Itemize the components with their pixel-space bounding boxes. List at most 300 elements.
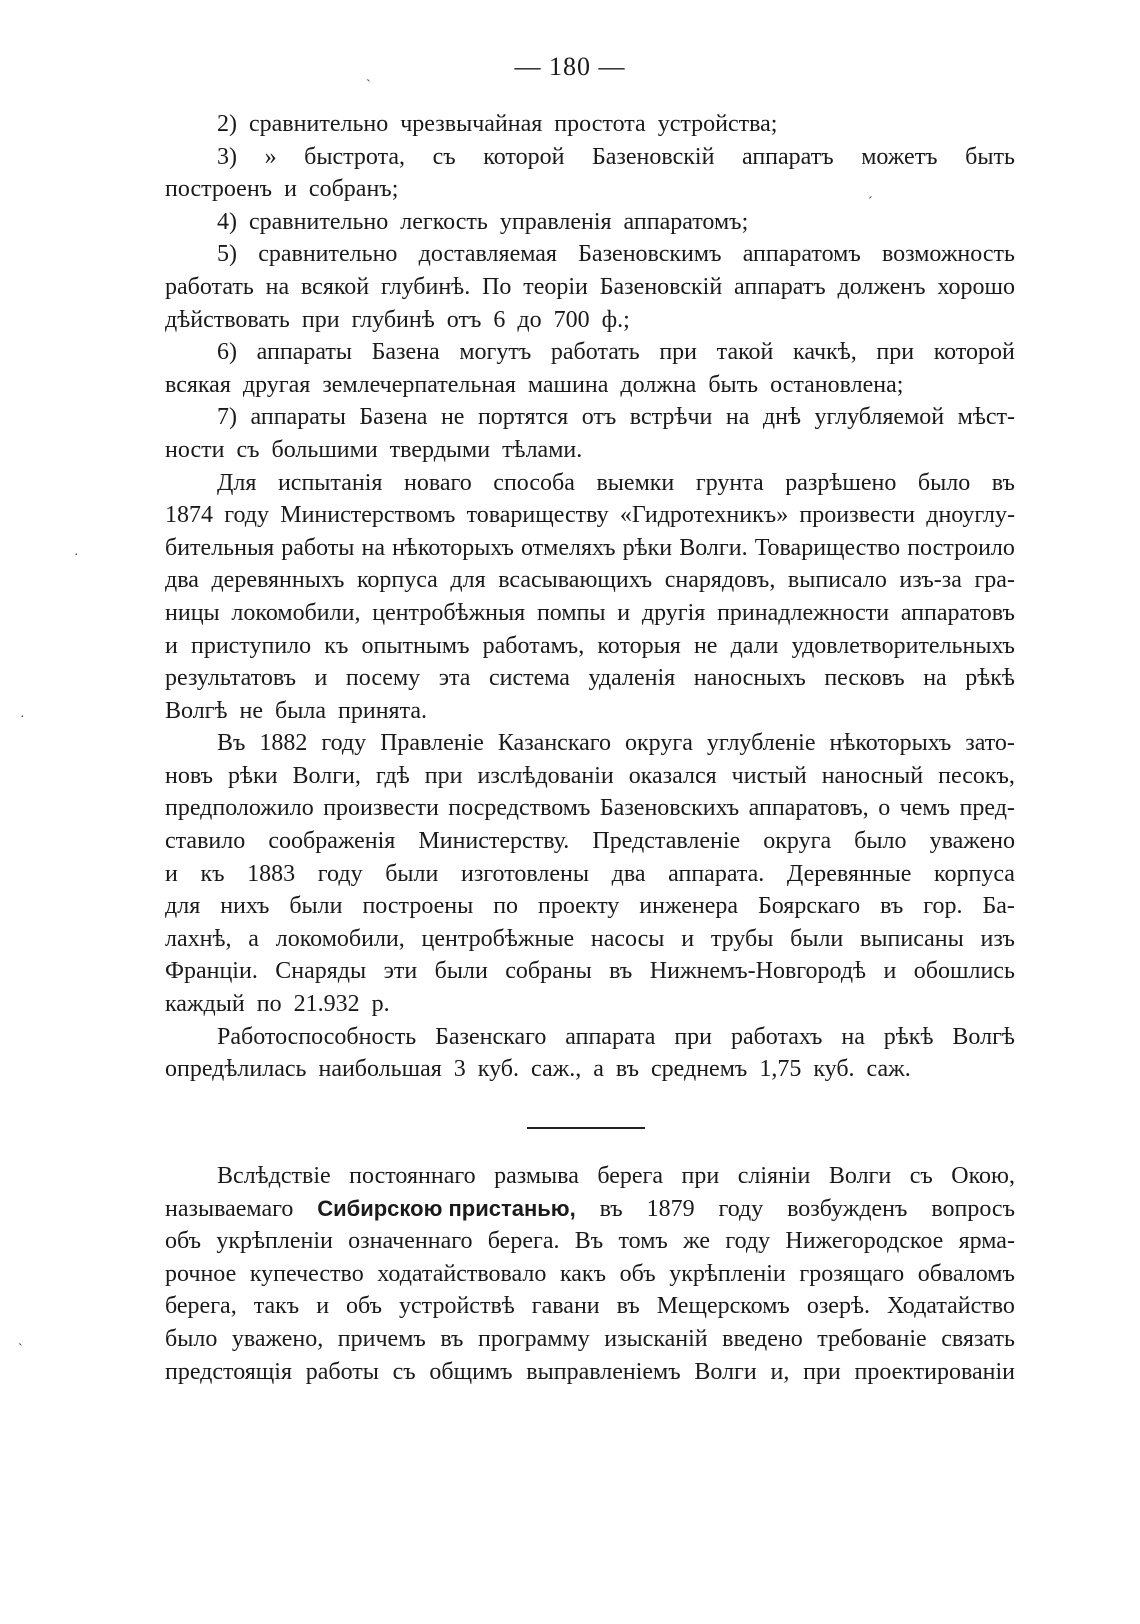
word: сравнительно bbox=[258, 241, 398, 268]
word: Мещерскомъ bbox=[656, 1293, 790, 1320]
text-line bbox=[165, 760, 1015, 793]
word: при bbox=[681, 1163, 720, 1189]
word: были bbox=[434, 958, 488, 985]
emphasized-term: Сибирскою пристанью, bbox=[317, 1195, 576, 1221]
word: испытанія bbox=[277, 469, 383, 496]
word: работамъ, bbox=[482, 632, 585, 659]
word: гавани bbox=[531, 1293, 600, 1320]
word: съ bbox=[392, 1358, 416, 1385]
word: изъ-за bbox=[899, 567, 962, 594]
word: куб. bbox=[477, 1056, 520, 1083]
word: устройства; bbox=[657, 111, 778, 137]
word: отмеляхъ bbox=[520, 534, 616, 561]
word: выправленіемъ bbox=[526, 1358, 681, 1385]
word: оказался bbox=[628, 762, 717, 789]
print-speck: · bbox=[20, 710, 25, 725]
word: наносныхъ bbox=[693, 665, 806, 692]
word: въ bbox=[615, 1056, 640, 1083]
word: дноуглу- bbox=[926, 502, 1015, 529]
word: рѣкѣ bbox=[965, 665, 1015, 692]
word: Волги, bbox=[292, 762, 361, 789]
word: ф.; bbox=[601, 306, 630, 333]
word: году bbox=[725, 1228, 771, 1255]
word: не bbox=[239, 697, 264, 724]
word: Базена bbox=[359, 404, 428, 431]
word: работать bbox=[550, 339, 640, 366]
word: и bbox=[681, 925, 695, 952]
word: Снаряды bbox=[275, 958, 367, 985]
word: объ bbox=[619, 1260, 656, 1287]
text-line bbox=[165, 369, 1015, 402]
word: «Гидротехникъ» bbox=[619, 502, 789, 529]
word: 3) bbox=[217, 143, 237, 170]
word: собранъ; bbox=[308, 176, 399, 203]
word: означеннаго bbox=[348, 1228, 473, 1255]
word: о bbox=[878, 795, 891, 822]
word: Товарищество bbox=[754, 534, 901, 561]
word: объ bbox=[165, 1228, 202, 1255]
word: 6) bbox=[217, 339, 237, 366]
word: 5) bbox=[217, 241, 237, 268]
text-line bbox=[165, 890, 1015, 923]
word: нѣкоторыхъ bbox=[829, 730, 952, 757]
word: съ bbox=[432, 143, 456, 170]
word: долженъ bbox=[837, 273, 926, 300]
word: къ bbox=[324, 632, 349, 659]
word: сравнительно bbox=[249, 111, 389, 137]
word: уважено bbox=[929, 828, 1015, 855]
word: мѣст- bbox=[957, 404, 1015, 431]
word: Деревянные bbox=[786, 860, 912, 887]
word: по bbox=[493, 893, 519, 920]
word: было bbox=[917, 469, 971, 496]
text-line bbox=[165, 238, 1015, 271]
text-line bbox=[165, 955, 1015, 988]
word: и bbox=[165, 860, 178, 887]
word: округа bbox=[763, 828, 832, 855]
word: называемаго bbox=[165, 1195, 294, 1222]
word: году bbox=[321, 730, 367, 757]
word: было bbox=[165, 1325, 218, 1352]
print-speck: ˊ bbox=[868, 195, 873, 210]
word: другая bbox=[242, 371, 311, 398]
word: работы bbox=[281, 534, 355, 561]
word: введено bbox=[722, 1325, 803, 1352]
text-line bbox=[165, 597, 1015, 630]
word: ярма- bbox=[958, 1228, 1015, 1255]
word: Волгѣ bbox=[165, 697, 228, 724]
word: изслѣдованіи bbox=[477, 762, 614, 789]
word: опредѣлилась bbox=[165, 1056, 307, 1083]
word: берега. bbox=[487, 1228, 560, 1255]
text-line bbox=[165, 467, 1015, 500]
word: опытнымъ bbox=[361, 632, 470, 659]
word: Волгѣ bbox=[952, 1023, 1015, 1050]
word: аппаратомъ; bbox=[623, 208, 749, 235]
word: связать bbox=[941, 1325, 1015, 1352]
word: томъ bbox=[618, 1228, 668, 1255]
word: при bbox=[803, 1358, 841, 1385]
word: отъ bbox=[581, 404, 617, 431]
word: въ bbox=[440, 1325, 464, 1352]
word: возбужденъ bbox=[787, 1195, 908, 1222]
word: такъ bbox=[253, 1293, 300, 1320]
word: Въ bbox=[574, 1228, 604, 1255]
word: гдѣ bbox=[375, 762, 410, 789]
word: Казанскаго bbox=[497, 730, 612, 757]
word: Базеновскій bbox=[591, 143, 715, 170]
word: а bbox=[593, 1056, 604, 1083]
word: году bbox=[224, 502, 269, 529]
word: и bbox=[314, 665, 328, 692]
word: построило bbox=[907, 534, 1015, 561]
word: и bbox=[617, 599, 631, 626]
word: чемъ bbox=[899, 795, 951, 822]
word: удовлетворительныхъ bbox=[791, 632, 1015, 659]
word: для bbox=[165, 893, 201, 920]
word: Франціи. bbox=[165, 958, 258, 985]
word: можетъ bbox=[861, 143, 938, 170]
word: построенъ bbox=[165, 176, 273, 203]
word: Нижегородское bbox=[785, 1228, 944, 1255]
word: среднемъ bbox=[651, 1056, 748, 1083]
word: работы bbox=[305, 1358, 379, 1385]
word: зато- bbox=[965, 730, 1015, 757]
word: аппаратовъ, bbox=[748, 795, 869, 822]
word: ницы bbox=[165, 599, 220, 626]
print-speck: ˋ bbox=[366, 78, 371, 93]
word: отъ bbox=[446, 306, 482, 333]
word: были bbox=[289, 893, 343, 920]
word: 1883 bbox=[247, 860, 296, 887]
text-line bbox=[165, 173, 1015, 206]
word: проектированіи bbox=[854, 1358, 1015, 1385]
word: встрѣчи bbox=[629, 404, 713, 431]
word: теоріи bbox=[523, 273, 588, 300]
text-block bbox=[165, 1160, 1015, 1388]
word: эта bbox=[438, 665, 471, 692]
word: которой bbox=[483, 143, 565, 170]
word: саж., bbox=[531, 1056, 582, 1083]
word: рѣки bbox=[228, 762, 278, 789]
word: изысканій bbox=[604, 1325, 708, 1352]
word: днѣ bbox=[762, 404, 801, 431]
word: на bbox=[265, 273, 290, 300]
word: Боярскаго bbox=[757, 893, 861, 920]
word: году bbox=[317, 860, 363, 887]
text-line bbox=[165, 825, 1015, 858]
word: берега, bbox=[165, 1293, 237, 1320]
word: система bbox=[488, 665, 570, 692]
word: корпуса bbox=[356, 567, 438, 594]
word: Волги bbox=[694, 1358, 757, 1385]
word: соображенія bbox=[268, 828, 396, 855]
word: аппараты bbox=[256, 339, 352, 366]
word: чистый bbox=[731, 762, 807, 789]
word: 1882 bbox=[259, 730, 308, 757]
word: Представленіе bbox=[592, 828, 741, 855]
text-line bbox=[165, 434, 1015, 467]
word: работать bbox=[165, 273, 254, 300]
word: сравнительно bbox=[249, 208, 389, 235]
word: 3 bbox=[453, 1056, 466, 1083]
word: выписаны bbox=[860, 925, 964, 952]
word: Базеновскій bbox=[599, 273, 723, 300]
text-line bbox=[165, 401, 1015, 434]
word: общимъ bbox=[429, 1358, 513, 1385]
word: новъ bbox=[165, 762, 213, 789]
text-line bbox=[165, 858, 1015, 891]
word: сліяніи bbox=[737, 1163, 811, 1189]
text-line bbox=[165, 206, 1015, 239]
word: снарядовъ, bbox=[664, 567, 776, 594]
word: 1874 bbox=[165, 502, 213, 529]
word: результатовъ bbox=[165, 665, 297, 692]
word: инженера bbox=[639, 893, 739, 920]
word: произвести bbox=[323, 795, 439, 822]
word: рѣки bbox=[622, 534, 673, 561]
text-line bbox=[165, 141, 1015, 174]
word: 1879 bbox=[646, 1195, 695, 1222]
word: локомобили, bbox=[275, 925, 405, 952]
word: посему bbox=[345, 665, 421, 692]
word: принадлежности bbox=[717, 599, 890, 626]
word: » bbox=[264, 143, 277, 170]
word: Окою, bbox=[951, 1163, 1015, 1189]
word: глубинѣ. bbox=[381, 273, 471, 300]
print-speck: · bbox=[74, 548, 79, 563]
word: въ bbox=[599, 1195, 623, 1222]
word: Ба- bbox=[982, 893, 1015, 920]
word: на bbox=[923, 665, 947, 692]
word: простота bbox=[554, 111, 646, 137]
word: всякая bbox=[165, 371, 231, 398]
word: при bbox=[876, 339, 915, 366]
word: тѣлами. bbox=[502, 436, 583, 463]
word: трубы bbox=[710, 925, 774, 952]
word: предстоящія bbox=[165, 1358, 292, 1385]
word: приступило bbox=[190, 632, 312, 659]
word: же bbox=[683, 1228, 711, 1255]
word: въ bbox=[991, 469, 1015, 496]
word: берега bbox=[597, 1163, 664, 1189]
text-line bbox=[165, 1323, 1015, 1356]
word: причемъ bbox=[337, 1325, 426, 1352]
word: глубинѣ bbox=[351, 306, 435, 333]
word: укрѣпленіи bbox=[669, 1260, 786, 1287]
word: съ bbox=[909, 1163, 933, 1189]
text-line bbox=[165, 108, 1015, 141]
word: нѣкоторыхъ bbox=[392, 534, 514, 561]
word: песковъ bbox=[824, 665, 905, 692]
word: которыя bbox=[597, 632, 681, 659]
word: лахнѣ, bbox=[165, 925, 232, 952]
word: рѣкѣ bbox=[883, 1023, 934, 1050]
word: и bbox=[316, 1293, 330, 1320]
word: аппараты bbox=[250, 404, 346, 431]
word: округа bbox=[625, 730, 693, 757]
text-line bbox=[165, 923, 1015, 956]
word: до bbox=[517, 306, 542, 333]
section-divider bbox=[527, 1127, 645, 1129]
text-line bbox=[165, 792, 1015, 825]
word: всякой bbox=[300, 273, 370, 300]
word: Въ bbox=[217, 730, 246, 757]
word: 700 bbox=[553, 306, 590, 333]
word: Для bbox=[217, 469, 257, 496]
word: выписало bbox=[787, 567, 887, 594]
word: машина bbox=[527, 371, 609, 398]
word: корпуса bbox=[934, 860, 1015, 887]
word: не bbox=[693, 632, 718, 659]
word: деревянныхъ bbox=[211, 567, 345, 594]
word: локомобили, bbox=[231, 599, 361, 626]
text-line bbox=[165, 564, 1015, 597]
word: два bbox=[165, 567, 199, 594]
word: способа bbox=[493, 469, 575, 496]
word: собраны bbox=[505, 958, 592, 985]
word: постояннаго bbox=[349, 1163, 476, 1189]
word: вопросъ bbox=[931, 1195, 1015, 1222]
text-block bbox=[165, 108, 1015, 1086]
word: въ bbox=[609, 958, 633, 985]
word: бительныя bbox=[165, 534, 275, 561]
word: эти bbox=[383, 958, 418, 985]
word: для bbox=[450, 567, 486, 594]
word: ности bbox=[165, 436, 225, 463]
word: чрезвычайная bbox=[400, 111, 543, 137]
word: устройствѣ bbox=[399, 1293, 515, 1320]
word: быстрота, bbox=[304, 143, 406, 170]
text-line bbox=[165, 532, 1015, 565]
word: быть bbox=[708, 371, 759, 398]
word: саж. bbox=[866, 1056, 911, 1083]
word: съ bbox=[236, 436, 260, 463]
text-line bbox=[165, 1160, 1015, 1193]
word: Базенскаго bbox=[435, 1023, 547, 1050]
word: и bbox=[883, 958, 897, 985]
word: принята. bbox=[338, 697, 428, 724]
word: центробѣжные bbox=[421, 925, 575, 952]
word: песокъ, bbox=[938, 762, 1015, 789]
text-line bbox=[165, 1193, 1015, 1226]
word: произвести bbox=[799, 502, 916, 529]
text-line bbox=[165, 630, 1015, 663]
word: обваломъ bbox=[917, 1260, 1015, 1287]
word: были bbox=[385, 860, 439, 887]
word: было bbox=[854, 828, 907, 855]
word: которой bbox=[933, 339, 1015, 366]
word: Базеновскимъ bbox=[578, 241, 722, 268]
text-line bbox=[165, 1225, 1015, 1258]
word: доставляемая bbox=[418, 241, 557, 268]
word: Правленіе bbox=[380, 730, 484, 757]
word: аппаратовъ bbox=[900, 599, 1015, 626]
word: была bbox=[275, 697, 327, 724]
word: были bbox=[790, 925, 844, 952]
text-line bbox=[165, 271, 1015, 304]
word: гра- bbox=[974, 567, 1015, 594]
word: удаленія bbox=[588, 665, 676, 692]
word: землечерпательная bbox=[322, 371, 516, 398]
word: какъ bbox=[559, 1260, 606, 1287]
word: изъ bbox=[980, 925, 1015, 952]
word: работахъ bbox=[730, 1023, 823, 1050]
word: рочное bbox=[165, 1260, 237, 1287]
word: остановлена; bbox=[770, 371, 904, 398]
word: насосы bbox=[590, 925, 665, 952]
word: по bbox=[256, 991, 282, 1018]
word: качкѣ, bbox=[793, 339, 857, 366]
word: аппаратъ bbox=[742, 143, 834, 170]
word: грозящаго bbox=[799, 1260, 905, 1287]
word: углубленіе bbox=[706, 730, 816, 757]
word: Базена bbox=[371, 339, 440, 366]
word: большими bbox=[271, 436, 378, 463]
word: при bbox=[301, 306, 340, 333]
word: объ bbox=[346, 1293, 383, 1320]
word: управленія bbox=[499, 208, 612, 235]
word: размыва bbox=[494, 1163, 579, 1189]
text-line bbox=[165, 1290, 1015, 1323]
word: озерѣ. bbox=[806, 1293, 870, 1320]
word: требованіе bbox=[817, 1325, 927, 1352]
word: не bbox=[440, 404, 465, 431]
print-speck: ˋ bbox=[18, 1342, 23, 1357]
word: укрѣпленіи bbox=[216, 1228, 333, 1255]
word: наибольшая bbox=[318, 1056, 442, 1083]
word: 21.932 bbox=[293, 991, 360, 1018]
text-line bbox=[165, 304, 1015, 337]
word: проекту bbox=[537, 893, 620, 920]
word: посредствомъ bbox=[448, 795, 591, 822]
word: всасывающихъ bbox=[498, 567, 653, 594]
word: 7) bbox=[217, 404, 237, 431]
word: при bbox=[659, 339, 698, 366]
text-line bbox=[165, 1356, 1015, 1389]
word: дѣйствовать bbox=[165, 306, 290, 333]
word: пред- bbox=[959, 795, 1015, 822]
word: р. bbox=[371, 991, 390, 1018]
word: легкость bbox=[400, 208, 488, 235]
word: при bbox=[674, 1023, 713, 1050]
word: ставило bbox=[165, 828, 246, 855]
word: обошлись bbox=[913, 958, 1015, 985]
word: на bbox=[361, 534, 385, 561]
word: Волги. bbox=[679, 534, 748, 561]
word: выемки bbox=[596, 469, 675, 496]
word: быть bbox=[965, 143, 1015, 170]
word: году bbox=[718, 1195, 764, 1222]
word: и, bbox=[770, 1358, 790, 1385]
word: хорошо bbox=[937, 273, 1015, 300]
word: и bbox=[165, 632, 178, 659]
word: центробѣжныя bbox=[372, 599, 526, 626]
word: предположило bbox=[165, 795, 314, 822]
word: къ bbox=[200, 860, 225, 887]
word: разрѣшено bbox=[785, 469, 897, 496]
word: каждый bbox=[165, 991, 245, 1018]
word: По bbox=[482, 273, 512, 300]
word: ходатайствовало bbox=[377, 1260, 547, 1287]
word: должна bbox=[620, 371, 697, 398]
text-line bbox=[165, 1021, 1015, 1054]
word: Работоспособность bbox=[217, 1023, 417, 1050]
word: аппарата. bbox=[668, 860, 765, 887]
word: аппаратомъ bbox=[742, 241, 861, 268]
word: углубляемой bbox=[814, 404, 945, 431]
word: и bbox=[284, 176, 297, 203]
